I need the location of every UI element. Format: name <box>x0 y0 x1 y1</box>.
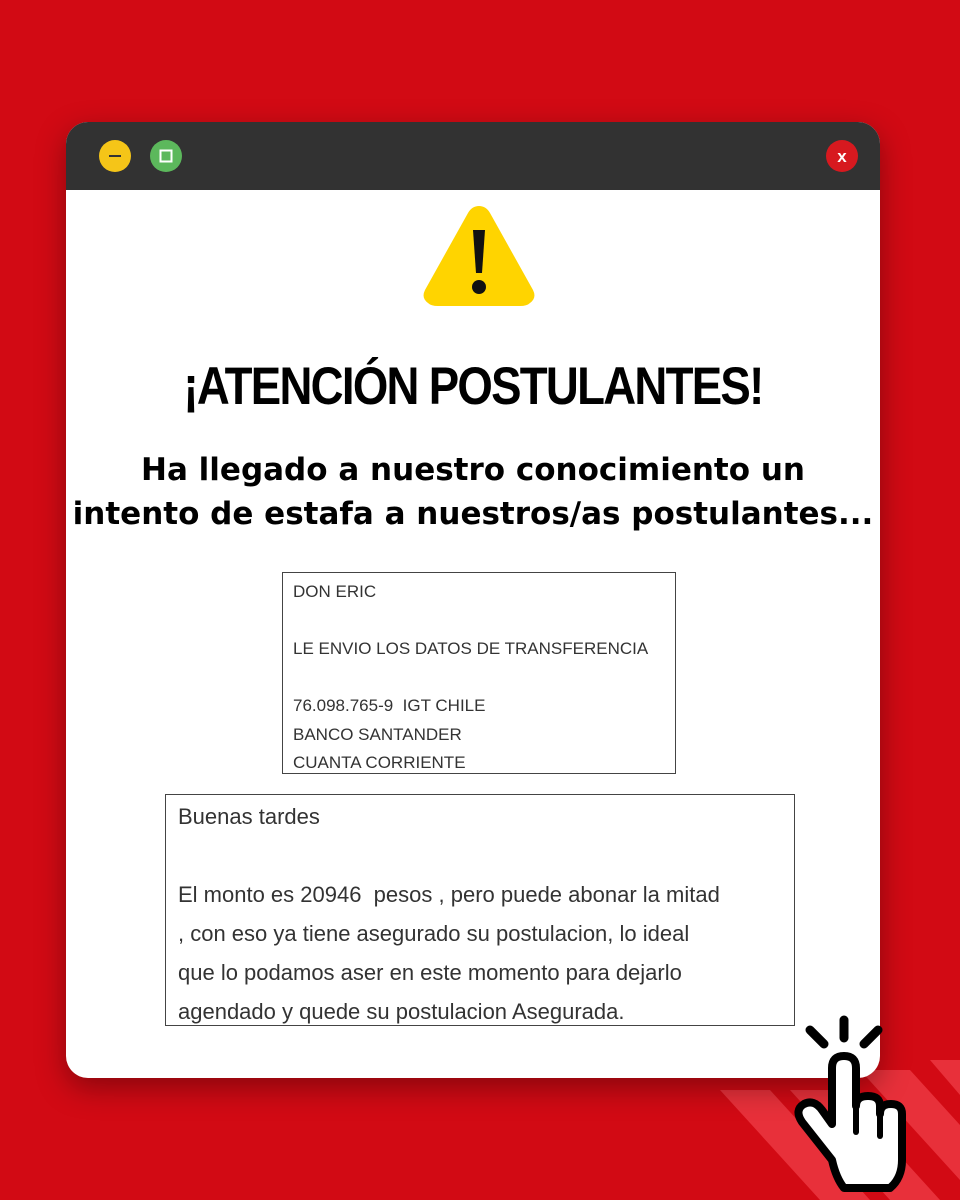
message-line: Buenas tardes <box>178 804 320 829</box>
message-line: El monto es 20946 pesos , pero puede abonar la mitad <box>178 882 720 907</box>
message-line: CUANTA CORRIENTE <box>293 753 466 772</box>
payment-request-message <box>165 794 795 1026</box>
hand-pointer-icon <box>780 1010 910 1195</box>
minimize-icon <box>107 148 123 164</box>
message-line: BANCO SANTANDER <box>293 724 462 744</box>
message-line: DON ERIC <box>293 582 377 601</box>
alert-headline: ¡ATENCIÓN POSTULANTES! <box>183 357 763 416</box>
close-icon: x <box>837 146 847 166</box>
message-line: 76.098.765-9 IGT CHILE <box>293 696 486 715</box>
message-line <box>178 836 782 875</box>
message-line: que lo podamos aser en este momento para dejarlo <box>178 960 682 985</box>
message-line <box>293 664 665 693</box>
close-button[interactable] <box>826 140 858 172</box>
alert-subtitle <box>66 448 880 536</box>
subtitle-line: intento de estafa a nuestros/as postulantes... <box>72 496 874 532</box>
alert-window <box>66 122 880 1078</box>
message-line: LE ENVIO LOS DATOS DE TRANSFERENCIA <box>293 639 649 658</box>
message-line <box>293 607 665 636</box>
message-line: , con eso ya tiene asegurado su postulacion, lo ideal <box>178 921 690 946</box>
minimize-button[interactable] <box>99 140 131 172</box>
maximize-button[interactable] <box>150 140 182 172</box>
window-titlebar <box>66 122 880 190</box>
transfer-details-message <box>282 572 676 774</box>
maximize-icon <box>158 148 174 164</box>
message-line: agendado y quede su postulacion Asegurada. <box>178 999 625 1024</box>
warning-icon <box>420 200 538 310</box>
subtitle-line: Ha llegado a nuestro conocimiento un <box>141 452 805 488</box>
